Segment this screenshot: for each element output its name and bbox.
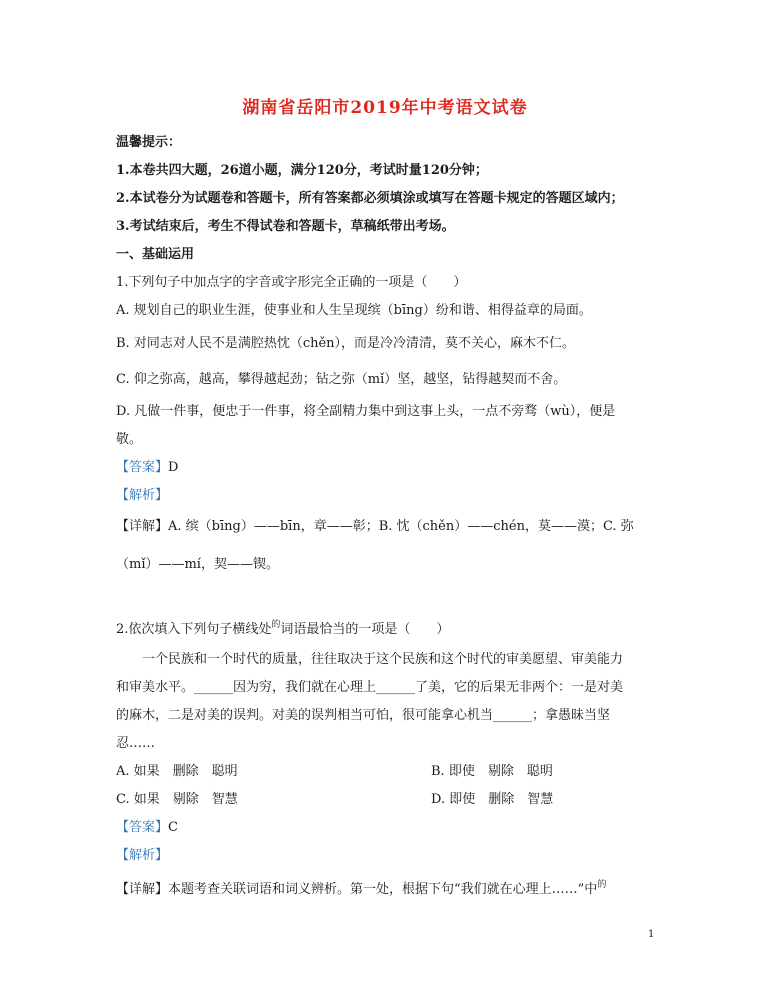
q1-option-c: C. 仰之弥高，越高，攀得越起劲；钻之弥（mǐ）坚，越坚，钻得越契而不舍。 — [116, 372, 567, 387]
q2-stem — [116, 617, 449, 637]
q1-detail — [116, 515, 634, 534]
answer-value: C — [168, 820, 178, 835]
answer-tag: 【答案】 — [116, 460, 169, 475]
q2-option-d: D. 即使 删除 智慧 — [431, 792, 554, 807]
detail-tag: 【详解】 — [116, 882, 169, 897]
q2-passage-line-4: 忍…… — [116, 736, 156, 751]
stem-text: 2.依次填入下列句子横线处 — [116, 622, 272, 637]
q1-analysis-tag: 【解析】 — [116, 488, 169, 503]
q1-option-a: A. 规划自己的职业生涯，使事业和人生呈现缤（bīng）纷和谐、相得益章的局面。 — [116, 303, 592, 318]
q1-option-b: B. 对同志对人民不是满腔热忱（chěn），而是冷冷清清，莫不关心，麻木不仁。 — [116, 336, 576, 351]
page-title: 湖南省岳阳市2019年中考语文试卷 — [242, 98, 528, 118]
detail-text: 本题考查关联词语和词义辨析。第一处，根据下句“我们就在心理上……”中 — [168, 882, 598, 897]
page-number: 1 — [648, 929, 655, 940]
q1-stem: 1.下列句子中加点字的字音或字形完全正确的一项是（ ） — [116, 275, 467, 290]
q1-option-d-cont: 敬。 — [116, 432, 143, 447]
q1-detail-cont: （mǐ）——mí，契——锲。 — [116, 557, 279, 572]
notice-heading: 温馨提示： — [116, 135, 182, 150]
notice-item-3: 3.考试结束后，考生不得试卷和答题卡，草稿纸带出考场。 — [116, 219, 455, 234]
stem-text-end: 词语最恰当的一项是（ ） — [280, 622, 450, 637]
q2-option-a: A. 如果 删除 聪明 — [116, 764, 238, 779]
q2-passage-line-1: 一个民族和一个时代的质量，往往取决于这个民族和这个时代的审美愿望、审美能力 — [142, 652, 624, 667]
notice-item-2: 2.本试卷分为试题卷和答题卡，所有答案都必须填涂或填写在答题卡规定的答题区域内； — [116, 191, 624, 206]
stem-superscript: 的 — [271, 620, 281, 630]
notice-item-1: 1.本卷共四大题，26道小题，满分120分，考试时量120分钟； — [116, 163, 488, 178]
answer-value: D — [168, 460, 179, 475]
detail-text: A. 缤（bīng）——bīn，章——彰；B. 忱（chěn）——chén，莫——漠；C. 弥 — [168, 519, 634, 534]
q2-option-c: C. 如果 剔除 智慧 — [116, 792, 238, 807]
section-heading: 一、基础运用 — [116, 247, 195, 262]
q1-answer — [116, 456, 178, 475]
answer-tag: 【答案】 — [116, 820, 169, 835]
q2-detail — [116, 877, 606, 897]
q1-option-d: D. 凡做一件事，便忠于一件事，将全副精力集中到这事上头，一点不旁骛（wù），便是 — [116, 404, 616, 419]
q2-option-b: B. 即使 剔除 聪明 — [431, 764, 553, 779]
detail-superscript: 的 — [597, 880, 607, 890]
q2-passage-line-2: 和审美水平。______因为穷，我们就在心理上______了美，它的后果无非两个：一是对美 — [116, 680, 624, 695]
detail-tag: 【详解】 — [116, 519, 169, 534]
q2-analysis-tag: 【解析】 — [116, 848, 169, 863]
q2-passage-line-3: 的麻木，二是对美的误判。对美的误判相当可怕，很可能拿心机当______；拿愚昧当坚 — [116, 708, 611, 723]
q2-answer — [116, 816, 178, 835]
